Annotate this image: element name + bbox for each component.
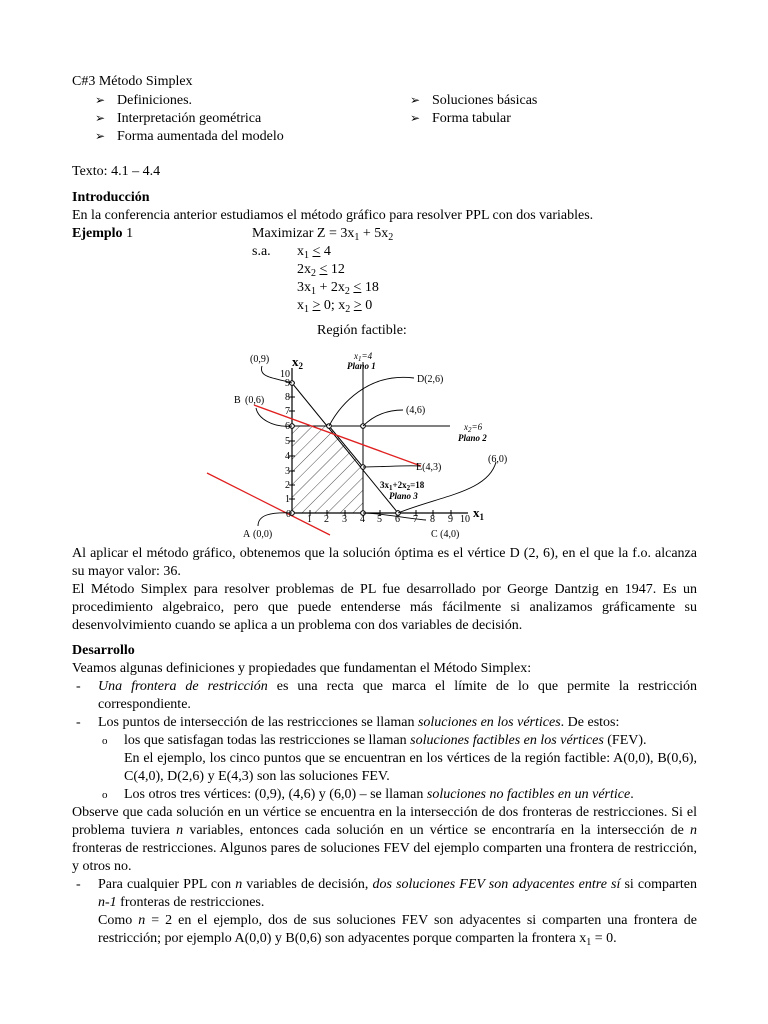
y-axis-label: $x_2$ <box>292 354 303 371</box>
label-b: B <box>234 395 241 406</box>
dash-bullet: - <box>76 715 81 730</box>
svg-text:10: 10 <box>460 514 470 525</box>
svg-text:2: 2 <box>285 480 290 491</box>
intro-text: En la conferencia anterior estudiamos el método gráfico para resolver PPL con dos variables. <box>72 208 594 223</box>
graph-title: Región factible: <box>317 323 407 338</box>
label-x1-eq-4: $x_1=4$ <box>354 351 373 363</box>
topic-item: ➢ Forma tabular <box>410 111 511 126</box>
svg-text:5: 5 <box>377 514 382 525</box>
svg-text:1: 1 <box>307 514 312 525</box>
bullet-intersections: Los puntos de intersección de las restricciones se llaman soluciones en los vértices. De estos: <box>98 715 620 730</box>
arrow-bullet-icon: ➢ <box>95 111 106 125</box>
subject-to-label: s.a. <box>252 244 271 259</box>
svg-text:4: 4 <box>360 514 365 525</box>
topic-item: ➢ Interpretación geométrica <box>95 111 262 126</box>
svg-text:2: 2 <box>324 514 329 525</box>
label-a: A <box>243 529 251 540</box>
label-0-6: (0,6) <box>245 395 265 406</box>
document-title: C#3 Método Simplex <box>72 74 193 89</box>
svg-text:9: 9 <box>448 514 453 525</box>
constraint-3: $3x_1 + 2x_2 < 18$ <box>297 280 379 297</box>
svg-text:8: 8 <box>430 514 435 525</box>
topic-item: ➢ Soluciones básicas <box>410 93 538 108</box>
label-3x1-2x2-eq-18: $3x_1+2x_2=18$ <box>380 480 425 492</box>
adjacent-example: Como n = 2 en el ejemplo, dos de sus soluciones FEV son adyacentes si comparten una frontera de restricción; por ejemplo A(0,0) y B(0,6) son adyacentes porque comparten la frontera $x_1 = 0$. <box>98 913 697 948</box>
dash-bullet: - <box>76 679 81 694</box>
svg-text:3: 3 <box>285 466 290 477</box>
nonnegativity: $x_1 > 0$; $x_2 > 0$ <box>297 298 373 315</box>
bullet-frontera: Una frontera de restricción es una recta que marca el límite de lo que permite la restricción correspondiente. <box>98 679 697 712</box>
label-plano-1: Plano 1 <box>347 361 376 371</box>
origin-label: 0 <box>286 509 291 520</box>
label-c-4-0: C (4,0) <box>431 529 460 540</box>
constraint-1: $x_1 < 4$ <box>297 244 331 261</box>
label-4-6: (4,6) <box>406 405 426 416</box>
label-plano-2: Plano 2 <box>458 433 487 443</box>
arrow-bullet-icon: ➢ <box>410 111 421 125</box>
label-0-0: (0,0) <box>253 529 273 540</box>
example-label: Ejemplo 1 <box>72 226 134 241</box>
texto-reference: Texto: 4.1 – 4.4 <box>72 164 161 179</box>
svg-text:7: 7 <box>413 514 418 525</box>
svg-text:9: 9 <box>285 378 290 389</box>
circle-bullet-icon: o <box>102 789 108 801</box>
circle-bullet-icon: o <box>102 735 108 747</box>
subbullet-infeasible: Los otros tres vértices: (0,9), (4,6) y (6,0) – se llaman soluciones no factibles en un vértice. <box>124 787 634 802</box>
x-axis-label: $x_1$ <box>473 505 484 522</box>
svg-text:6: 6 <box>285 421 290 432</box>
desarrollo-heading: Desarrollo <box>72 643 135 658</box>
svg-text:7: 7 <box>285 406 290 417</box>
label-0-9: (0,9) <box>250 354 270 365</box>
svg-text:4: 4 <box>285 451 290 462</box>
bullet-adjacent: Para cualquier PPL con n variables de decisión, dos soluciones FEV son adyacentes entre sí si comparten n-1 fronteras de restricciones. <box>98 877 697 910</box>
dash-bullet: - <box>76 877 81 892</box>
svg-text:3: 3 <box>342 514 347 525</box>
subbullet-fev: los que satisfagan todas las restricciones se llaman soluciones factibles en los vértices (FEV). <box>124 733 647 748</box>
feasible-region <box>292 426 363 513</box>
paragraph-intersections: Observe que cada solución en un vértice se encuentra en la intersección de dos fronteras de restricciones. Si el problema tuviera n variables, entonces cada solución en un vértice se encontraría en la intersección de n fronteras de restricciones. Algunos pares de soluciones FEV del ejemplo comparten una frontera de restricción, y otros no. <box>72 805 697 874</box>
subbullet-fev-example: En el ejemplo, los cinco puntos que se encuentran en los vértices de la región factible: A(0,0), B(0,6), C(4,0), D(2,6) y E(4,3) son las soluciones FEV. <box>124 751 697 784</box>
intro-heading: Introducción <box>72 190 150 205</box>
svg-text:10: 10 <box>280 369 290 380</box>
constraint-2: $2x_2 < 12$ <box>297 262 345 279</box>
paragraph-definitions-intro: Veamos algunas definiciones y propiedades que fundamentan el Método Simplex: <box>72 661 532 676</box>
label-x2-eq-6: $x_2=6$ <box>464 422 483 434</box>
paragraph-optimal-solution: Al aplicar el método gráfico, obtenemos que la solución óptima es el vértice D (2, 6), en el que la f.o. alcanza su mayor valor: 36. <box>72 546 697 579</box>
svg-text:6: 6 <box>395 514 400 525</box>
objective-function: Maximizar $Z = 3x_1 + 5x_2$ <box>252 226 394 243</box>
svg-text:5: 5 <box>285 436 290 447</box>
arrow-bullet-icon: ➢ <box>95 93 106 107</box>
arrow-bullet-icon: ➢ <box>410 93 421 107</box>
label-e-4-3: E(4,3) <box>416 462 442 473</box>
topic-item: ➢ Definiciones. <box>95 93 193 108</box>
label-d-2-6: D(2,6) <box>417 374 444 385</box>
svg-text:1: 1 <box>285 494 290 505</box>
topic-item: ➢ Forma aumentada del modelo <box>95 129 284 144</box>
svg-text:8: 8 <box>285 392 290 403</box>
label-plano-3: Plano 3 <box>389 491 418 501</box>
arrow-bullet-icon: ➢ <box>95 129 106 143</box>
paragraph-simplex-history: El Método Simplex para resolver problemas de PL fue desarrollado por George Dantzig en 1947. Es un procedimiento algebraico, pero que puede entenderse más fácilmente si analizamos gráficamente su desenvolvimiento cuando se aplica a un problema con dos variables de decisión. <box>72 582 697 633</box>
label-6-0: (6,0) <box>488 454 508 465</box>
